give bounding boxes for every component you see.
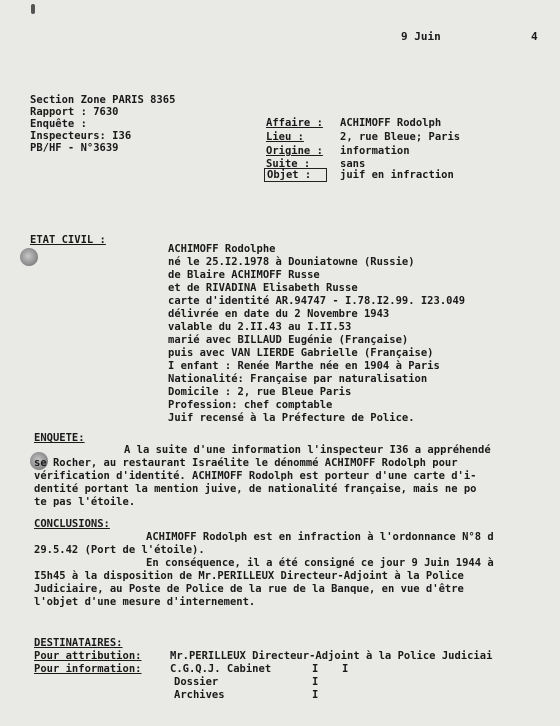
enquete-label: Enquête : bbox=[30, 118, 87, 130]
punch-hole-mark bbox=[20, 248, 38, 266]
etat-civil-heading: ETAT CIVIL : bbox=[30, 234, 106, 246]
enquete-line: te pas l'étoile. bbox=[34, 496, 136, 508]
information-value: C.G.Q.J. Cabinet bbox=[170, 663, 272, 675]
objet-value: juif en infraction bbox=[340, 169, 454, 181]
header-date: 9 Juin bbox=[401, 30, 441, 43]
copy-count-mark: I bbox=[312, 689, 319, 701]
attribution-label: Pour attribution: bbox=[34, 650, 142, 662]
etat-civil-line: I enfant : Renée Marthe née en 1904 à Paris bbox=[168, 360, 440, 372]
copy-count-mark: I bbox=[312, 663, 319, 675]
enquete-line: vérification d'identité. ACHIMOFF Rodolph est porteur d'une carte d'i- bbox=[34, 470, 477, 482]
attribution-value: Mr.PERILLEUX Directeur-Adjoint à la Police Judiciai bbox=[170, 650, 493, 662]
lieu-value: 2, rue Bleue; Paris bbox=[340, 131, 461, 143]
dossier-item: Dossier bbox=[174, 676, 219, 688]
inspecteurs: Inspecteurs: I36 bbox=[30, 130, 132, 142]
etat-civil-line: de Blaire ACHIMOFF Russe bbox=[168, 269, 320, 281]
etat-civil-line: Profession: chef comptable bbox=[168, 399, 333, 411]
origine-label: Origine : bbox=[266, 145, 323, 157]
conclusions-line: Judiciaire, au Poste de Police de la rue de la Banque, en vue d'être bbox=[34, 583, 464, 595]
affaire-value: ACHIMOFF Rodolph bbox=[340, 117, 442, 129]
reference-number: PB/HF - N°3639 bbox=[30, 142, 119, 154]
etat-civil-line: né le 25.I2.1978 à Douniatowne (Russie) bbox=[168, 256, 415, 268]
copy-count-mark: I bbox=[312, 676, 319, 688]
information-label: Pour information: bbox=[34, 663, 142, 675]
lieu-label: Lieu : bbox=[266, 131, 304, 143]
enquete-heading: ENQUETE: bbox=[34, 432, 85, 444]
copy-count-mark: I bbox=[342, 663, 349, 675]
etat-civil-line: valable du 2.II.43 au I.II.53 bbox=[168, 321, 352, 333]
ink-smudge bbox=[31, 4, 35, 14]
conclusions-line: I5h45 à la disposition de Mr.PERILLEUX Directeur-Adjoint à la Police bbox=[34, 570, 464, 582]
destinataires-heading: DESTINATAIRES: bbox=[34, 637, 123, 649]
etat-civil-line: marié avec BILLAUD Eugénie (Française) bbox=[168, 334, 409, 346]
objet-label: Objet : bbox=[267, 169, 312, 181]
conclusions-line: l'objet d'une mesure d'internement. bbox=[34, 596, 256, 608]
page-number: 4 bbox=[531, 30, 538, 43]
etat-civil-line: et de RIVADINA Elisabeth Russe bbox=[168, 282, 358, 294]
enquete-line: se Rocher, au restaurant Israélite le dénommé ACHIMOFF Rodolph pour bbox=[34, 457, 458, 469]
archives-item: Archives bbox=[174, 689, 225, 701]
suite-value: sans bbox=[340, 158, 366, 170]
suite-label: Suite : bbox=[266, 158, 311, 170]
etat-civil-line: Juif recensé à la Préfecture de Police. bbox=[168, 412, 415, 424]
etat-civil-line: Nationalité: Française par naturalisation bbox=[168, 373, 428, 385]
etat-civil-line: Domicile : 2, rue Bleue Paris bbox=[168, 386, 352, 398]
etat-civil-line: ACHIMOFF Rodolphe bbox=[168, 243, 276, 255]
rapport-number: Rapport : 7630 bbox=[30, 106, 119, 118]
origine-value: information bbox=[340, 145, 410, 157]
conclusions-line: En conséquence, il a été consigné ce jour 9 Juin 1944 à bbox=[146, 557, 494, 569]
conclusions-line: ACHIMOFF Rodolph est en infraction à l'ordonnance N°8 d bbox=[146, 531, 494, 543]
etat-civil-line: carte d'identité AR.94747 - I.78.I2.99. I23.049 bbox=[168, 295, 466, 307]
enquete-line: dentité portant la mention juive, de nationalité française, mais ne po bbox=[34, 483, 477, 495]
affaire-label: Affaire : bbox=[266, 117, 323, 129]
conclusions-line: 29.5.42 (Port de l'étoile). bbox=[34, 544, 205, 556]
conclusions-heading: CONCLUSIONS: bbox=[34, 518, 110, 530]
etat-civil-line: délivrée en date du 2 Novembre 1943 bbox=[168, 308, 390, 320]
etat-civil-line: puis avec VAN LIERDE Gabrielle (Française) bbox=[168, 347, 434, 359]
enquete-line: A la suite d'une information l'inspecteur I36 a appréhendé bbox=[124, 444, 491, 456]
section-zone: Section Zone PARIS 8365 bbox=[30, 94, 176, 106]
